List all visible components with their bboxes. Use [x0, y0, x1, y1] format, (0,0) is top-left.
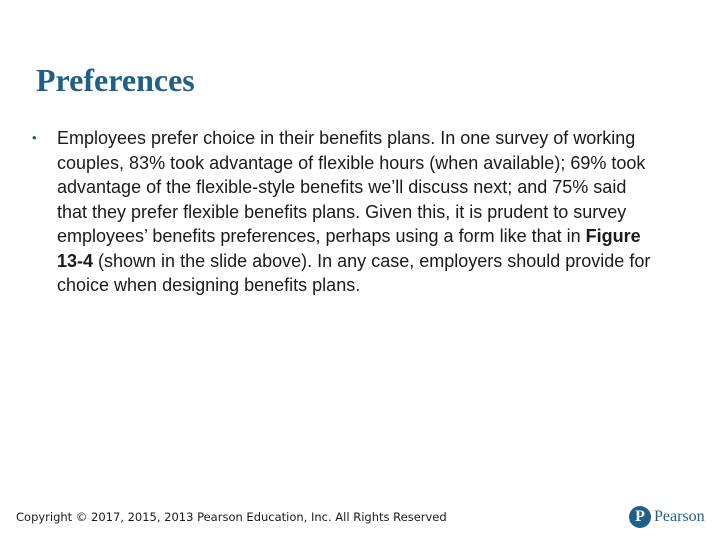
pearson-logo — [629, 506, 705, 528]
bullet-text-part1: Employees prefer choice in their benefits plans. In one survey of working couples, 83% took advantage of flexible hours (when available); 69% took advantage of the flexible-style benefits we’ll discuss next; and 75% said that they prefer flexible benefits plans. Given this, it is prudent to survey employees’ benefits preferences, perhaps using a form like that in — [57, 128, 646, 246]
bullet-item — [30, 126, 690, 298]
bullet-icon: • — [32, 130, 37, 145]
copyright-notice: Copyright © 2017, 2015, 2013 Pearson Education, Inc. All Rights Reserved — [16, 510, 447, 524]
bullet-text — [57, 126, 657, 298]
pearson-wordmark: Pearson — [654, 508, 705, 525]
figure-reference: Figure 13-4 — [57, 226, 641, 271]
pearson-mark-icon: P — [629, 506, 651, 528]
bullet-text-part2: (shown in the slide above). In any case, employers should provide for choice when designing benefits plans. — [57, 250, 651, 295]
slide-title: Preferences — [36, 62, 195, 98]
